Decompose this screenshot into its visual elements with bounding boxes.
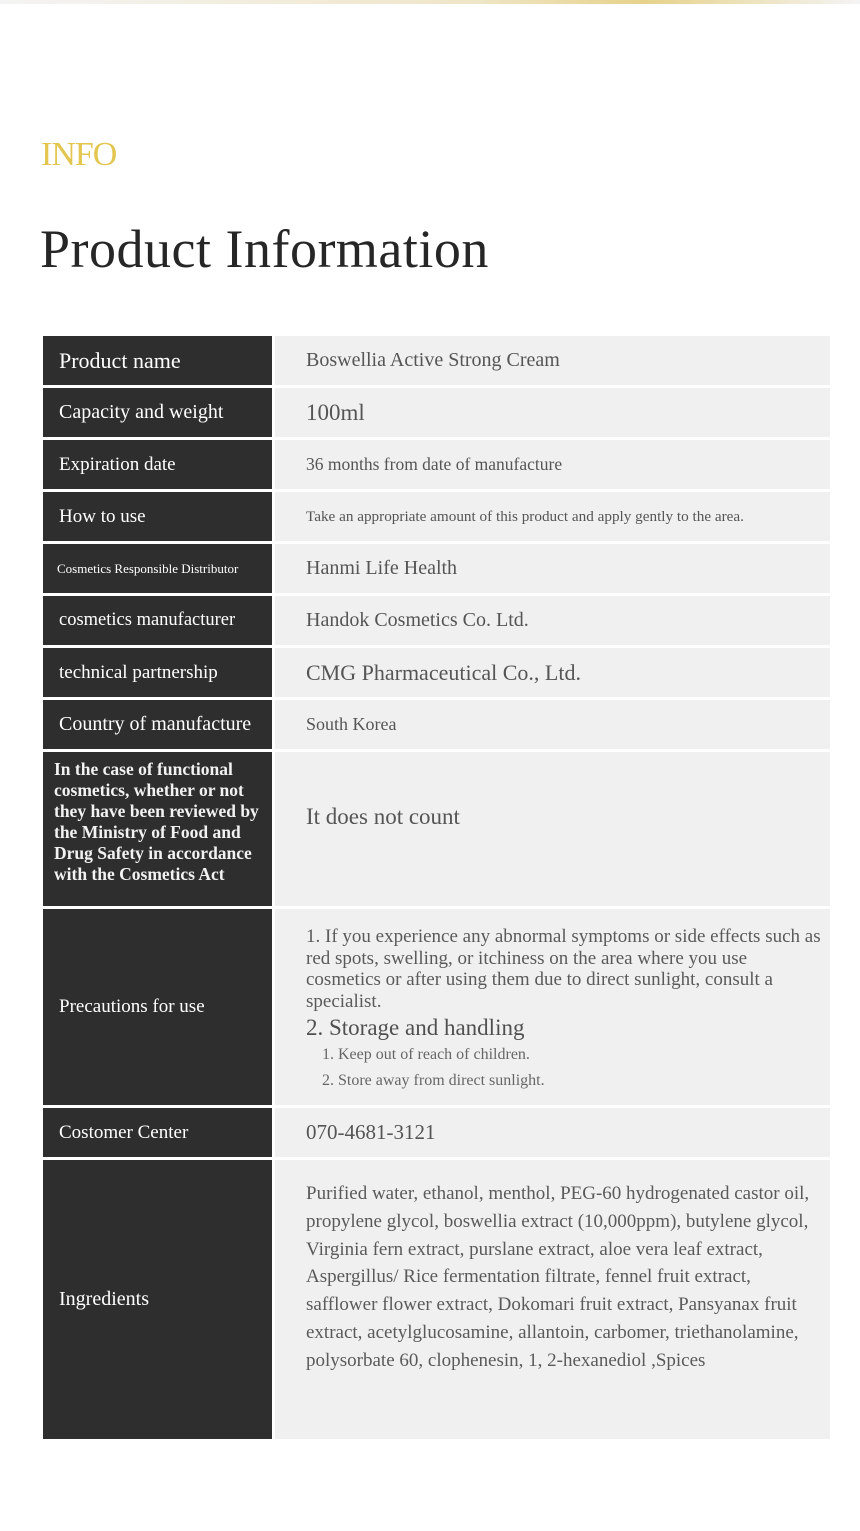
row-value: Purified water, ethanol, menthol, PEG-60 hydrogenated castor oil, propylene glycol, boswellia extract (10,000ppm), butylene glycol, Virginia fern extract, purslane extract, aloe vera leaf extract, Aspergillus/ Rice fermentation filtrate, fennel fruit extract, safflower flower extract, Dokomari fruit extract, Pansyanax fruit extract, acetylglucosamine, allantoin, carbomer, triethanolamine, polysorbate 60, clophenesin, 1, 2-hexanediol ,Spices [275, 1160, 830, 1439]
row-value: 070-4681-3121 [275, 1108, 830, 1157]
row-label: Ingredients [43, 1160, 272, 1439]
row-label: Product name [43, 336, 272, 385]
row-value: It does not count [275, 752, 830, 906]
table-row-expiration [43, 440, 830, 489]
row-label: Capacity and weight [43, 388, 272, 437]
section-kicker: INFO [41, 136, 117, 173]
table-row-precautions [43, 909, 830, 1105]
precaution-2-heading: 2. Storage and handling [306, 1015, 525, 1040]
precaution-1: 1. If you experience any abnormal symptoms or side effects such as red spots, swelling, or itchiness on the area where you use cosmetics or after using them due to direct sunlight, consult a specialist. [306, 926, 821, 1012]
row-label: How to use [43, 492, 272, 541]
row-value: Hanmi Life Health [275, 544, 830, 593]
top-accent-bar [0, 0, 860, 4]
page-title: Product Information [40, 219, 489, 279]
row-label: Precautions for use [43, 909, 272, 1105]
row-value: 36 months from date of manufacture [275, 440, 830, 489]
row-value: 100ml [275, 388, 830, 437]
table-row-ingredients [43, 1160, 830, 1439]
row-label: technical partnership [43, 648, 272, 697]
row-value: Take an appropriate amount of this product and apply gently to the area. [275, 492, 830, 541]
table-row-how-to-use [43, 492, 830, 541]
precaution-2-item-2: 2. Store away from direct sunlight. [322, 1072, 545, 1089]
row-value: South Korea [275, 700, 830, 749]
precaution-2-item-1: 1. Keep out of reach of children. [322, 1046, 530, 1063]
table-row-customer-center [43, 1108, 830, 1157]
table-row-country [43, 700, 830, 749]
row-label: Costomer Center [43, 1108, 272, 1157]
table-row-capacity [43, 388, 830, 437]
table-row-product-name [43, 336, 830, 385]
table-row-functional-cosmetics [43, 752, 830, 906]
table-row-technical-partnership [43, 648, 830, 697]
row-label: cosmetics manufacturer [43, 596, 272, 645]
table-row-manufacturer [43, 596, 830, 645]
row-value: Boswellia Active Strong Cream [275, 336, 830, 385]
row-value [275, 909, 830, 1105]
row-label: Country of manufacture [43, 700, 272, 749]
row-label: In the case of functional cosmetics, whether or not they have been reviewed by the Ministry of Food and Drug Safety in accordance with the Cosmetics Act [43, 752, 272, 906]
row-label: Expiration date [43, 440, 272, 489]
table-row-distributor [43, 544, 830, 593]
row-label: Cosmetics Responsible Distributor [43, 544, 272, 593]
product-info-table [43, 336, 830, 1442]
row-value: CMG Pharmaceutical Co., Ltd. [275, 648, 830, 697]
row-value: Handok Cosmetics Co. Ltd. [275, 596, 830, 645]
